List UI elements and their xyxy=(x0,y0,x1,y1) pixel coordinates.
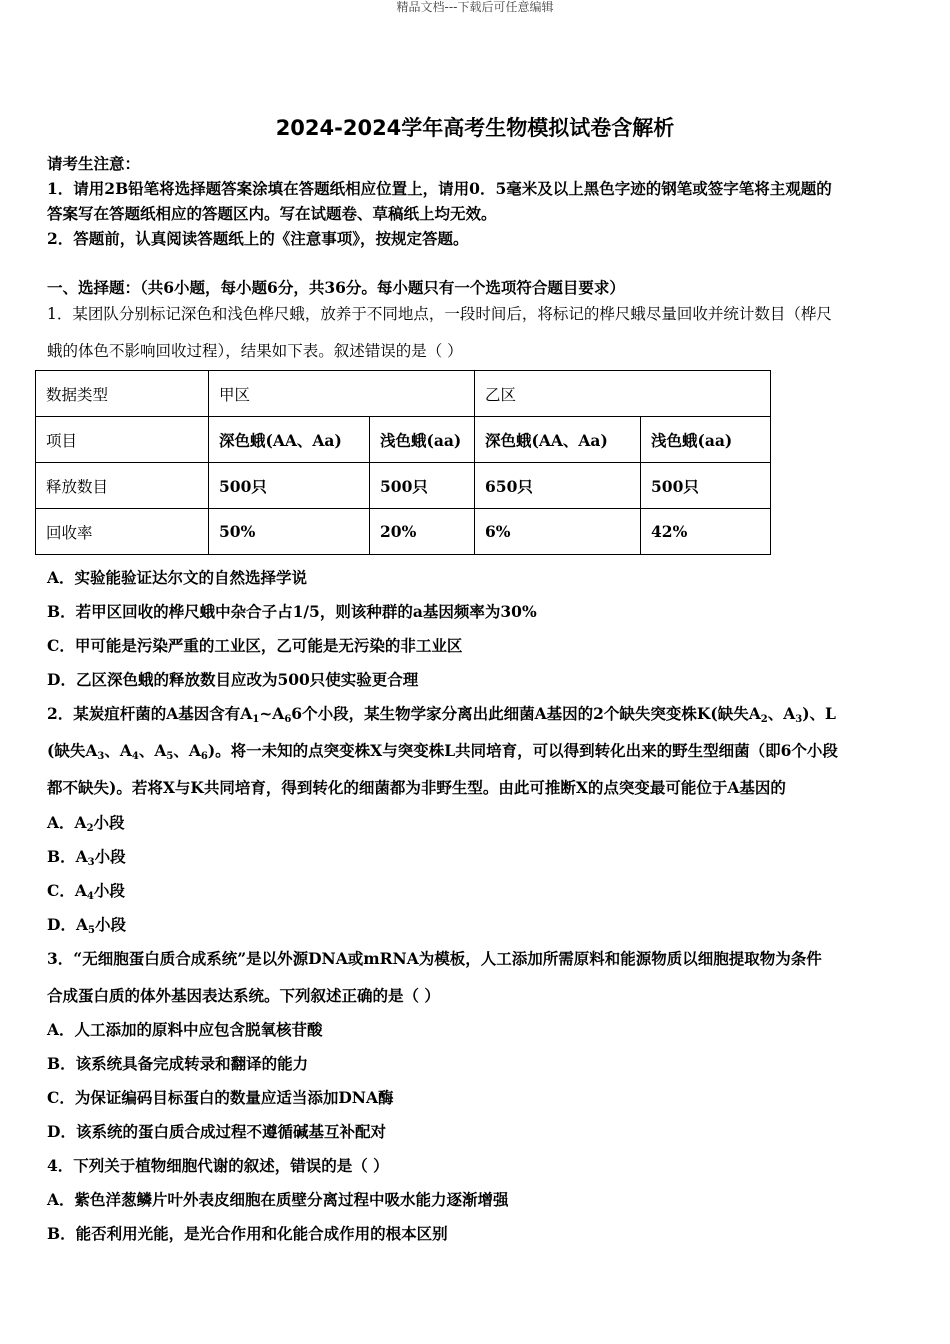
page-header: 精品文档---下载后可任意编辑 xyxy=(396,0,554,14)
table-cell: 浅色蛾(aa) xyxy=(641,417,771,463)
q4-option-b: B．能否利用光能，是光合作用和化能合成作用的根本区别 xyxy=(47,1224,448,1243)
q2-subscript: 3 xyxy=(795,714,803,725)
notice-item-2: 2．答题前，认真阅读答题纸上的《注意事项》，按规定答题。 xyxy=(47,229,469,248)
q2-stem-line-1 xyxy=(47,702,836,725)
q2-option-b: B．$A_3$小段 xyxy=(47,847,126,868)
table-cell: 深色蛾(AA、Aa) xyxy=(209,417,370,463)
q2-option-d: D．$A_5$小段 xyxy=(47,915,126,936)
q4-option-a: A．紫色洋葱鳞片叶外表皮细胞在质壁分离过程中吸水能力逐渐增强 xyxy=(47,1190,509,1209)
q2-subscript: 3 xyxy=(97,751,105,762)
table-row xyxy=(36,509,771,555)
table-cell: 释放数目 xyxy=(36,463,209,509)
table-cell: 项目 xyxy=(36,417,209,463)
table-row xyxy=(36,371,771,417)
q3-option-a: A．人工添加的原料中应包含脱氧核苷酸 xyxy=(47,1020,323,1039)
q3-option-d: D．该系统的蛋白质合成过程不遵循碱基互补配对 xyxy=(47,1122,386,1141)
q2-subscript: 1 xyxy=(252,714,260,725)
q2-text: )、L xyxy=(802,704,836,723)
table-cell: 500只 xyxy=(370,463,475,509)
notice-item-1b: 答案写在答题纸相应的答题区内。写在试题卷、草稿纸上均无效。 xyxy=(47,204,497,223)
notice-heading: 请考生注意： xyxy=(47,154,141,173)
document-title: 2024-2024学年高考生物模拟试卷含解析 xyxy=(275,116,675,140)
table-cell: 乙区 xyxy=(475,371,771,417)
q2-subscript: 2 xyxy=(760,714,768,725)
table-cell: 20% xyxy=(370,509,475,555)
table-cell: 6% xyxy=(475,509,641,555)
table-cell: 42% xyxy=(641,509,771,555)
q3-option-c: C．为保证编码目标蛋白的数量应适当添加DNA酶 xyxy=(47,1088,394,1107)
table-cell: 甲区 xyxy=(209,371,475,417)
q1-option-a: A．实验能验证达尔文的自然选择学说 xyxy=(47,568,308,587)
q1-option-b: B．若甲区回收的桦尺蛾中杂合子占1/5，则该种群的a基因频率为30% xyxy=(47,602,537,621)
table-row xyxy=(36,463,771,509)
q2-text: )。将一未知的点突变株X与突变株L共同培育，可以得到转化出来的野生型细菌（即6个小段 xyxy=(207,741,838,760)
q2-option-a: A．$A_2$小段 xyxy=(47,813,125,834)
q4-stem: 4．下列关于植物细胞代谢的叙述，错误的是（ ） xyxy=(47,1156,389,1175)
q2-stem-line-2 xyxy=(47,739,838,762)
table-cell: 回收率 xyxy=(36,509,209,555)
q2-text: 6个小段，某生物学家分离出此细菌A基因的2个缺失突变株K(缺失A xyxy=(291,704,761,723)
q2-subscript: 4 xyxy=(131,751,139,762)
q2-stem-line-3: 都不缺失)。若将X与K共同培育，得到转化的细菌都为非野生型。由此可推断X的点突变最可能位于A基因的 xyxy=(47,778,786,797)
q1-data-table xyxy=(35,370,771,555)
q1-option-d: D．乙区深色蛾的释放数目应改为500只使实验更合理 xyxy=(47,670,419,689)
section-heading: 一、选择题：（共6小题，每小题6分，共36分。每小题只有一个选项符合题目要求） xyxy=(47,278,625,297)
q2-subscript: 6 xyxy=(284,714,292,725)
q3-stem-a: 3．“无细胞蛋白质合成系统”是以外源DNA或mRNA为模板，人工添加所需原料和能源物质以细胞提取物为条件 xyxy=(47,949,822,968)
q2-option-c: C．$A_4$小段 xyxy=(47,881,125,902)
table-cell: 650只 xyxy=(475,463,641,509)
q2-text: ~A xyxy=(259,704,285,723)
q2-text: 、A xyxy=(173,741,201,760)
q2-subscript: 6 xyxy=(200,751,208,762)
q2-text: (缺失A xyxy=(47,741,98,760)
table-cell: 500只 xyxy=(209,463,370,509)
notice-item-1a: 1．请用2B铅笔将选择题答案涂填在答题纸相应位置上，请用0．5毫米及以上黑色字迹的钢笔或签字笔将主观题的 xyxy=(47,179,832,198)
q3-stem-b: 合成蛋白质的体外基因表达系统。下列叙述正确的是（ ） xyxy=(47,986,440,1005)
q2-text: 、A xyxy=(104,741,132,760)
q1-option-c: C．甲可能是污染严重的工业区，乙可能是无污染的非工业区 xyxy=(47,636,463,655)
q2-text: 、A xyxy=(767,704,796,723)
q2-text: 2．某炭疽杆菌的A基因含有A xyxy=(47,704,253,723)
table-cell: 500只 xyxy=(641,463,771,509)
q2-text: 、A xyxy=(138,741,167,760)
q2-subscript: 5 xyxy=(166,751,174,762)
q1-stem-a: 1．某团队分别标记深色和浅色桦尺蛾，放养于不同地点，一段时间后，将标记的桦尺蛾尽量回收并统计数目（桦尺 xyxy=(47,305,832,323)
q3-option-b: B．该系统具备完成转录和翻译的能力 xyxy=(47,1054,309,1073)
table-cell: 浅色蛾(aa) xyxy=(370,417,475,463)
table-cell: 50% xyxy=(209,509,370,555)
q1-stem-b: 蛾的体色不影响回收过程），结果如下表。叙述错误的是（ ） xyxy=(47,342,463,360)
table-cell: 深色蛾(AA、Aa) xyxy=(475,417,641,463)
table-row xyxy=(36,417,771,463)
table-cell: 数据类型 xyxy=(36,371,209,417)
